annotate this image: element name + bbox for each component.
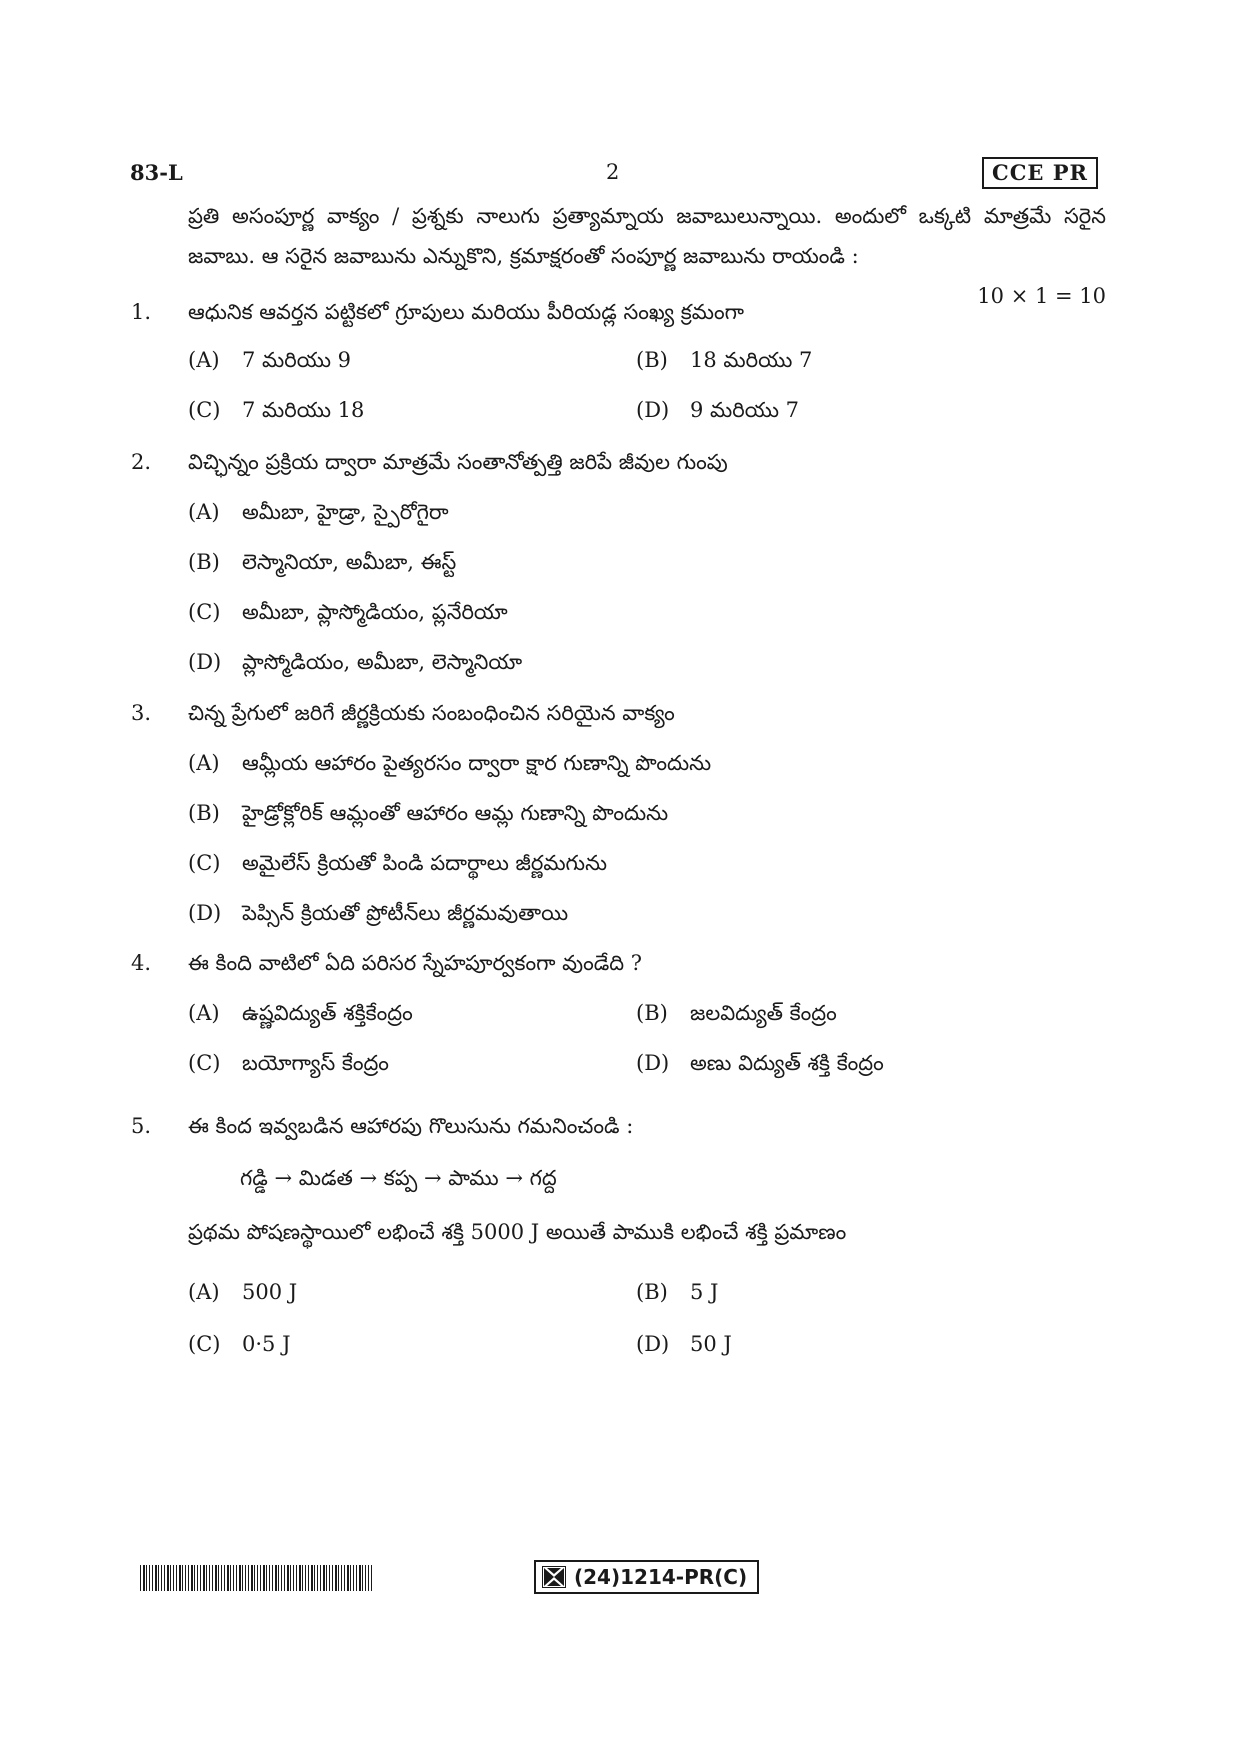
option-text: 7 మరియు 9: [242, 348, 352, 372]
paper-code: 83-L: [130, 160, 183, 185]
option-text: బయోగ్యాస్ కేంద్రం: [242, 1051, 389, 1075]
option-text: 50 J: [690, 1332, 732, 1356]
option-4c: [188, 1045, 389, 1081]
option-text: 5 J: [690, 1280, 719, 1304]
option-text: పెప్సిన్ క్రియతో ప్రోటీన్‌లు జీర్ణమవుతాయి: [242, 901, 569, 925]
option-2c: [188, 594, 508, 630]
option-text: అమీబా, హైడ్రా, స్పైరోగైరా: [242, 500, 449, 524]
footer-code: (24)1214-PR(C): [574, 1565, 748, 1589]
question-number: 5.: [131, 1114, 152, 1138]
option-label: (B): [188, 801, 220, 825]
option-5c: [188, 1326, 291, 1362]
option-text: ఉష్ణవిద్యుత్ శక్తికేంద్రం: [242, 1001, 413, 1025]
option-1a: [188, 342, 351, 378]
option-label: (C): [188, 1051, 221, 1075]
option-text: 9 మరియు 7: [690, 398, 800, 422]
option-label: (B): [636, 1280, 668, 1304]
option-3b: [188, 795, 668, 831]
option-text: ఆమ్లీయ ఆహారం పైత్యరసం ద్వారా క్షార గుణాన్ని పొందును: [242, 751, 712, 775]
option-label: (A): [188, 1280, 220, 1304]
option-text: అమైలేస్ క్రియతో పిండి పదార్థాలు జీర్ణమగును: [242, 851, 608, 875]
option-4d: [636, 1045, 884, 1081]
barcode-icon: [140, 1565, 372, 1591]
board-logo-icon: [542, 1566, 566, 1588]
option-label: (D): [188, 650, 222, 674]
option-1b: [636, 342, 812, 378]
option-label: (D): [636, 398, 670, 422]
option-2a: [188, 494, 449, 530]
question-number: 4.: [131, 951, 152, 975]
option-label: (B): [636, 348, 668, 372]
question-text: ఈ కింద ఇవ్వబడిన ఆహారపు గొలుసును గమనించండి :: [188, 1114, 634, 1138]
option-label: (D): [636, 1051, 670, 1075]
option-3d: [188, 895, 568, 931]
option-text: 500 J: [242, 1280, 298, 1304]
marks-allocation: 10 × 1 = 10: [977, 284, 1106, 308]
question-text: ఈ కింది వాటిలో ఏది పరిసర స్నేహపూర్వకంగా వుండేది ?: [188, 951, 643, 975]
page-number: 2: [606, 160, 620, 184]
question-number: 2.: [131, 450, 152, 474]
footer-code-box: [534, 1560, 759, 1594]
option-label: (C): [188, 1332, 221, 1356]
option-5d: [636, 1326, 732, 1362]
option-label: (A): [188, 500, 220, 524]
option-label: (C): [188, 398, 221, 422]
option-text: ప్లాస్మోడియం, అమీబా, లెస్మానియా: [242, 650, 523, 674]
option-text: 7 మరియు 18: [242, 398, 365, 422]
option-label: (A): [188, 348, 220, 372]
option-text: అమీబా, ప్లాస్మోడియం, ప్లనేరియా: [242, 600, 508, 624]
option-text: 18 మరియు 7: [690, 348, 813, 372]
option-3c: [188, 845, 607, 881]
question-number: 1.: [131, 300, 152, 324]
question-number: 3.: [131, 701, 152, 725]
option-4a: [188, 995, 413, 1031]
option-label: (A): [188, 1001, 220, 1025]
option-label: (C): [188, 851, 221, 875]
question-text: ఆధునిక ఆవర్తన పట్టికలో గ్రూపులు మరియు పీరియడ్ల సంఖ్య క్రమంగా: [188, 300, 744, 324]
option-1c: [188, 392, 364, 428]
food-chain: గడ్డి → మిడత → కప్ప → పాము → గద్ద: [240, 1166, 557, 1190]
option-label: (D): [188, 901, 222, 925]
option-1d: [636, 392, 799, 428]
option-text: అణు విద్యుత్ శక్తి కేంద్రం: [690, 1051, 884, 1075]
option-5b: [636, 1274, 718, 1310]
option-label: (C): [188, 600, 221, 624]
option-label: (B): [636, 1001, 668, 1025]
option-text: లెస్మానియా, అమీబా, ఈస్ట్: [242, 550, 457, 574]
question-subtext: ప్రథమ పోషణస్థాయిలో లభించే శక్తి 5000 J అయితే పాముకి లభించే శక్తి ప్రమాణం: [188, 1220, 847, 1244]
option-text: హైడ్రోక్లోరిక్ ఆమ్లంతో ఆహారం ఆమ్ల గుణాన్ని పొందును: [242, 801, 669, 825]
option-label: (B): [188, 550, 220, 574]
option-5a: [188, 1274, 297, 1310]
option-text: జలవిద్యుత్ కేంద్రం: [690, 1001, 837, 1025]
option-4b: [636, 995, 837, 1031]
series-badge: CCE PR: [982, 157, 1098, 189]
question-text: చిన్న ప్రేగులో జరిగే జీర్ణక్రియకు సంబంధించిన సరియైన వాక్యం: [188, 701, 675, 725]
instructions-text: ప్రతి అసంపూర్ణ వాక్యం / ప్రశ్నకు నాలుగు ప్రత్యామ్నాయ జవాబులున్నాయి. అందులో ఒక్కటి మాత్రమే సరైన జవాబు. ఆ సరైన జవాబును ఎన్నుకొని, క్రమాక్షరంతో సంపూర్ణ జవాబును రాయండి :: [188, 204, 1106, 268]
option-label: (D): [636, 1332, 670, 1356]
option-text: 0·5 J: [242, 1332, 291, 1356]
question-text: విచ్ఛిన్నం ప్రక్రియ ద్వారా మాత్రమే సంతానోత్పత్తి జరిపే జీవుల గుంపు: [188, 450, 728, 474]
option-2b: [188, 544, 456, 580]
option-3a: [188, 745, 711, 781]
option-2d: [188, 644, 522, 680]
option-label: (A): [188, 751, 220, 775]
